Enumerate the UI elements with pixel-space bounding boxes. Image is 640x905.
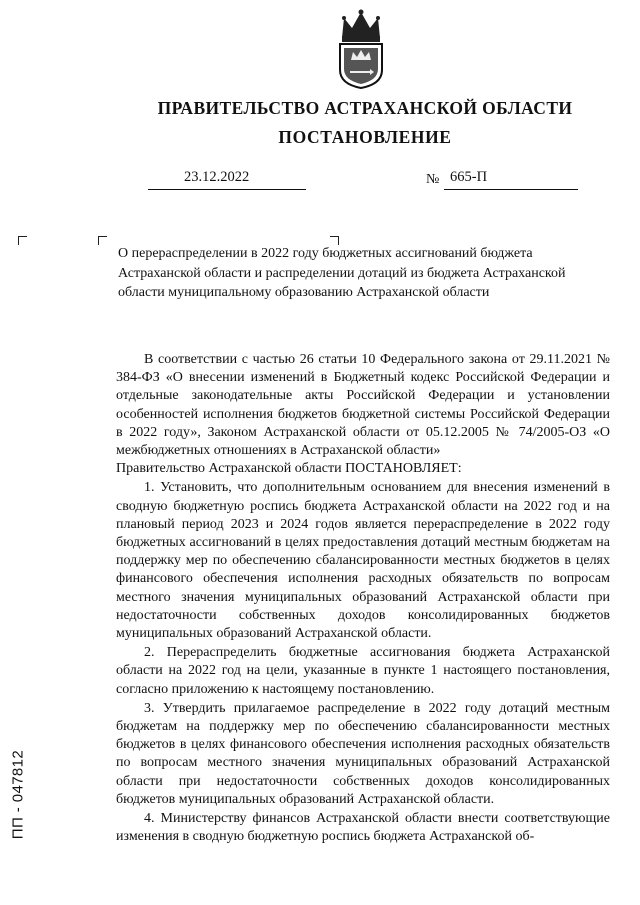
document-date: 23.12.2022 (184, 169, 250, 185)
document-subject: О перераспределении в 2022 году бюджетных ассигнований бюджета Астраханской области и распределении дотаций из бюджета Астраханской области муниципальному образованию Астраханской области (118, 246, 566, 300)
clause-3: 3. Утвердить прилагаемое распределение в 2022 году дотаций местным бюджетам на поддержку мер по обеспечению сбалансированности местных бюджетов в целях финансового обеспечения исполнения расходных обязательств по вопросам местного значения муниципальных образований Астраханской области при недостаточности собственных доходов консолидированных бюджетов муниципальных образований Астраханской области. (116, 700, 610, 807)
clause-2: 2. Перераспределить бюджетные ассигнования бюджета Астраханской области на 2022 год на цели, указанные в пункте 1 настоящего постановления, согласно приложению к настоящему постановлению. (116, 645, 610, 697)
document-number: 665-П (450, 169, 488, 185)
number-sign: № (426, 172, 440, 187)
government-title: ПРАВИТЕЛЬСТВО АСТРАХАНСКОЙ ОБЛАСТИ (157, 98, 573, 118)
number-field (444, 169, 578, 190)
date-field (148, 169, 306, 190)
coat-of-arms-icon (330, 8, 392, 90)
resolves-line: Правительство Астраханской области ПОСТАНОВЛЯЕТ: (116, 461, 462, 477)
corner-mark-left-inner (98, 236, 107, 245)
margin-stamp-text: ПП - 047812 (9, 749, 27, 840)
margin-stamp (8, 738, 28, 858)
document-body (116, 351, 610, 846)
preamble-paragraph: В соответствии с частью 26 статьи 10 Федерального закона от 29.11.2021 № 384-ФЗ «О внесении изменений в Бюджетный кодекс Российской Федерации и отдельные законодательные акты Российской Федерации и установлении особенностей исполнения бюджетов бюджетной системы Российской Федерации в 2022 году», Законом Астраханской области от 05.12.2005 № 74/2005-ОЗ «О межбюджетных отношениях в Астраханской области» (116, 352, 610, 459)
clause-1: 1. Установить, что дополнительным основанием для внесения изменений в сводную бюджетную роспись бюджета Астраханской области на 2022 год и на плановый период 2023 и 2024 годов является перераспределение в 2022 году бюджетных ассигнований в целях предоставления дотаций местным бюджетам на поддержку мер по обеспечению сбалансированности местных бюджетов в целях финансового обеспечения исполнения расходных обязательств по вопросам местного значения муниципальных образований Астраханской области при недостаточности собственных доходов консолидированных бюджетов муниципальных образований Астраханской области. (116, 480, 610, 642)
clause-4: 4. Министерству финансов Астраханской области внести соответствующие изменения в сводную бюджетную роспись бюджета Астраханской об- (116, 811, 610, 845)
document-type: ПОСТАНОВЛЕНИЕ (278, 127, 452, 147)
corner-mark-left (18, 236, 27, 245)
